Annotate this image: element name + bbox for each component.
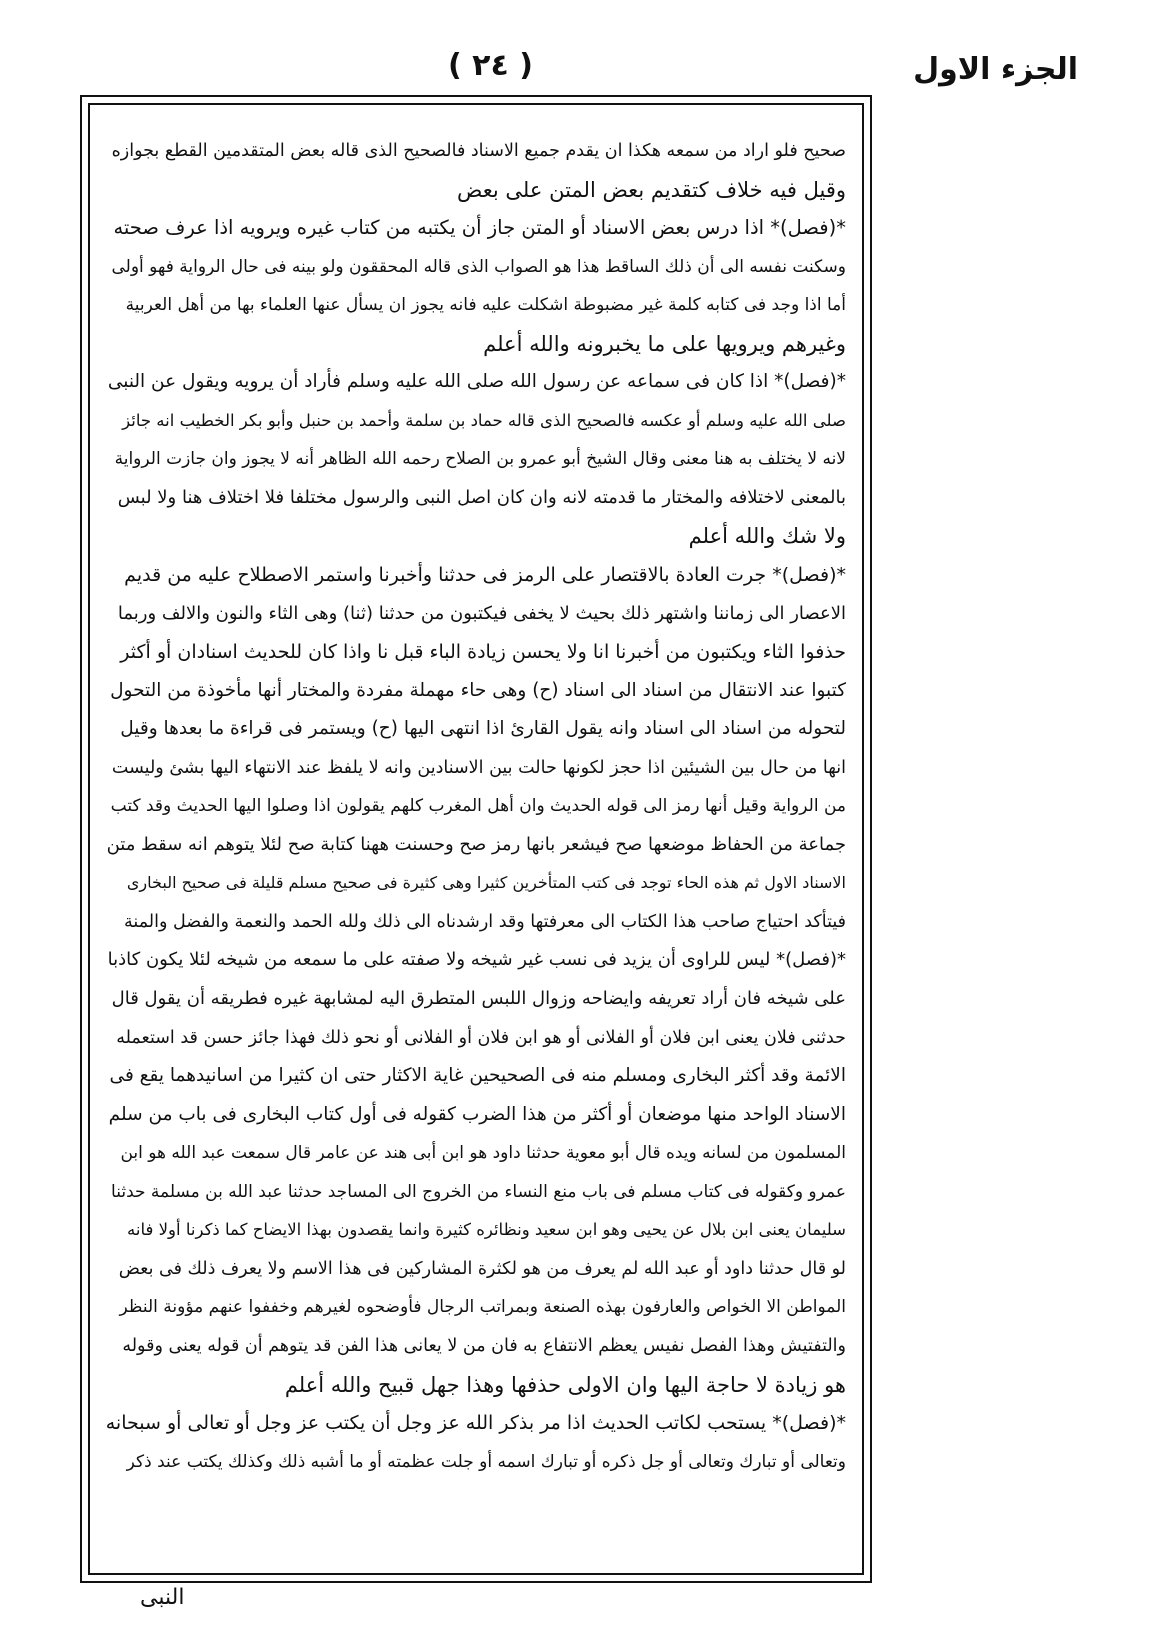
text-line: فيتأكد احتياج صاحب هذا الكتاب الى معرفتها وقد ارشدناه الى ذلك ولله الحمد والنعمة والفضل والمنة <box>124 911 846 932</box>
text-line: على شيخه فان أراد تعريفه وايضاحه وزوال اللبس المتطرق اليه لمشابهة غيره فطريقه أن يقول قال <box>111 988 846 1010</box>
text-line: الاعصار الى زماننا واشتهر ذلك بحيث لا يخفى فيكتبون من حدثنا (ثنا) وهى الثاء والنون والالف وربما <box>117 602 846 624</box>
text-line: هو زيادة لا حاجة اليها وان الاولى حذفها وهذا جهل قبيح والله أعلم <box>284 1372 846 1397</box>
text-line: *(فصل)* اذا درس بعض الاسناد أو المتن جاز أن يكتبه من كتاب غيره ويرويه اذا عرف صحته <box>113 216 846 240</box>
text-line: بالمعنى لاختلافه والمختار ما قدمته لانه وان كان اصل النبى والرسول مختلفا فلا اختلاف هنا ولا لبس <box>117 486 846 508</box>
text-line: الاسناد الاول ثم هذه الحاء توجد فى كتب المتأخرين كثيرا وهى كثيرة فى صحيح مسلم قليلة فى صحيح البخارى <box>126 873 846 893</box>
text-line: أما اذا وجد فى كتابه كلمة غير مضبوطة اشكلت عليه فانه يجوز ان يسأل عنها العلماء بها من أهل العربية <box>125 295 846 316</box>
text-line: انها من حال بين الشيئين اذا حجز لكونها حالت بين الاسنادين وانه لا يلفظ عند الانتهاء اليها بشئ وليست <box>111 757 846 778</box>
text-line: وتعالى أو تبارك وتعالى أو جل ذكره أو تبارك اسمه أو جلت عظمته أو ما أشبه ذلك وكذلك يكتب عند ذكر <box>126 1451 846 1472</box>
text-line: وقيل فيه خلاف كتقديم بعض المتن على بعض <box>457 177 846 202</box>
text-line: وسكنت نفسه الى أن ذلك الساقط هذا هو الصواب الذى قاله المحققون ولو بينه فى حال الرواية فهو أولى <box>111 256 846 277</box>
text-line: والتفتيش وهذا الفصل نفيس يعظم الانتفاع به فان من لا يعانى هذا الفن قد يتوهم أن قوله يعنى وقوله <box>122 1335 846 1356</box>
text-line: ولا شك والله أعلم <box>688 524 846 549</box>
text-line: الائمة وقد أكثر البخارى ومسلم منه فى الصحيحين غاية الاكثار حتى ان كثيرا من اسانيدهما يقع فى <box>109 1065 846 1087</box>
text-line: كتبوا عند الانتقال من اسناد الى اسناد (ح) وهى حاء مهملة مفردة والمختار أنها مأخوذة من التحول <box>110 679 846 701</box>
text-line: لانه لا يختلف به هنا معنى وقال الشيخ أبو عمرو بن الصلاح رحمه الله الظاهر أنه لا يجوز وان جازت الرواية <box>114 449 846 470</box>
page-header <box>0 40 1158 100</box>
text-line: صلى الله عليه وسلم أو عكسه فالصحيح الذى قاله حماد بن سلمة وأحمد بن حنبل وأبو بكر الخطيب انه جائز <box>122 410 846 430</box>
text-line: *(فصل)* ليس للراوى أن يزيد فى نسب غير شيخه ولا صفته على ما سمعه من شيخه لئلا يكون كاذبا <box>107 949 846 971</box>
text-line: من الرواية وقيل أنها رمز الى قوله الحديث وان أهل المغرب كلهم يقولون اذا وصلوا اليها الحديث وقد كتب <box>110 796 846 817</box>
body-text <box>106 132 846 1481</box>
text-line: صحيح فلو اراد من سمعه هكذا ان يقدم جميع الاسناد فالصحيح الذى قاله بعض المتقدمين القطع بجوازه <box>111 141 846 161</box>
text-line: سليمان يعنى ابن بلال عن يحيى وهو ابن سعيد ونظائره كثيرة وانما يقصدون بهذا الايضاح كما ذكرنا أولا فانه <box>127 1220 846 1240</box>
page-number: ( ٢٤ ) <box>448 48 533 83</box>
text-line: *(فصل)* يستحب لكاتب الحديث اذا مر بذكر الله عز وجل أن يكتب عز وجل أو تعالى أو سبحانه <box>106 1412 846 1435</box>
text-line: لتحوله من اسناد الى اسناد وانه يقول القارئ اذا انتهى اليها (ح) ويستمر فى قراءة ما بعدها وقيل <box>120 718 846 740</box>
text-line: جماعة من الحفاظ موضعها صح فيشعر بانها رمز صح وحسنت ههنا كتابة صح لئلا يتوهم انه سقط متن <box>106 833 846 855</box>
text-line: المسلمون من لسانه ويده قال أبو معوية حدثنا داود هو ابن أبى هند عن عامر قال سمعت عبد الله هو ابن <box>120 1143 846 1164</box>
catchword: النبى <box>140 1585 185 1610</box>
text-line: الاسناد الواحد منها موضعان أو أكثر من هذا الضرب كقوله فى أول كتاب البخارى فى باب من سلم <box>108 1103 846 1125</box>
text-line: المواطن الا الخواص والعارفون بهذه الصنعة وبمراتب الرجال فأوضحوه لغيرهم وخففوا عنهم مؤونة النظر <box>119 1297 846 1318</box>
text-line: حذفوا الثاء ويكتبون من أخبرنا انا ولا يحسن زيادة الباء قبل نا واذا كان للحديث اسنادان أو أكثر <box>120 641 846 664</box>
text-line: *(فصل)* جرت العادة بالاقتصار على الرمز فى حدثنا وأخبرنا واستمر الاصطلاح عليه من قديم <box>124 564 846 587</box>
text-line: وغيرهم ويرويها على ما يخبرونه والله أعلم <box>483 331 846 356</box>
part-title: الجزء الاول <box>913 52 1078 87</box>
page-frame <box>80 95 872 1583</box>
text-line: حدثنى فلان يعنى ابن فلان أو الفلانى أو هو ابن فلان أو الفلانى أو نحو ذلك فهذا جائز حسن قد استعمله <box>116 1027 846 1048</box>
text-line: عمرو وكقوله فى كتاب مسلم فى باب منع النساء من الخروج الى المساجد حدثنا عبد الله بن مسلمة حدثنا <box>111 1181 846 1202</box>
text-line: لو قال حدثنا داود أو عبد الله لم يعرف من هو لكثرة المشاركين فى هذا الاسم ولا يعرف ذلك فى بعض <box>118 1258 846 1279</box>
text-line: *(فصل)* اذا كان فى سماعه عن رسول الله صلى الله عليه وسلم فأراد أن يرويه ويقول عن النبى <box>107 371 846 393</box>
